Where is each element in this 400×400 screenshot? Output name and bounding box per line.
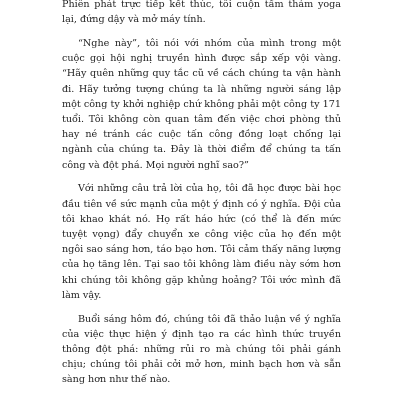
paragraph-2: “Nghe này”, tôi nói với nhóm của mình trong một cuộc gọi hội nghị truyền hình được sắp xếp vội vàng. “Hãy quên những quy tắc cũ về cách chúng ta vận hành đi. Hãy tưởng tượng chúng ta là những người sáng lập một công ty khởi nghiệp chứ không phải một công ty 171 tuổi. Tôi không còn quan tâm đến việc chơi phòng thủ hay né tránh các cuộc tấn công đồng loạt chống lại ngành của chúng ta. Đây là thời điểm để chúng ta tấn công và đột phá. Mọi người nghĩ sao?” [62, 38, 341, 171]
paragraph-1: Phiên phát trực tiếp kết thúc, tôi cuộn tấm thảm yoga lại, đứng dậy và mở máy tính. [62, 0, 341, 26]
paragraph-4: Buổi sáng hôm đó, chúng tôi đã thảo luận về ý nghĩa của việc thực hiện ý định tạo ra các hình thức truyền thông đột phá: những rủi ro mà chúng tôi phải gánh chịu; chúng tôi phải cởi mở hơn, minh bạch hơn và sẵn sàng hơn như thế nào. [62, 313, 341, 386]
text-column [62, 0, 341, 396]
paragraph-3: Với những câu trả lời của họ, tôi đã học được bài học đầu tiên về sức mạnh của một ý định có ý nghĩa. Đội của tôi khao khát nó. Họ rất háo hức (có thể là đến mức tuyệt vọng) đẩy chuyển xe công việc của họ đến một ngôi sao sáng hơn, táo bạo hơn. Tôi cảm thấy năng lượng của họ tăng lên. Tại sao tôi không làm điều này sớm hơn khi chúng tôi không gặp khủng hoảng? Tôi ước mình đã làm vậy. [62, 183, 341, 301]
